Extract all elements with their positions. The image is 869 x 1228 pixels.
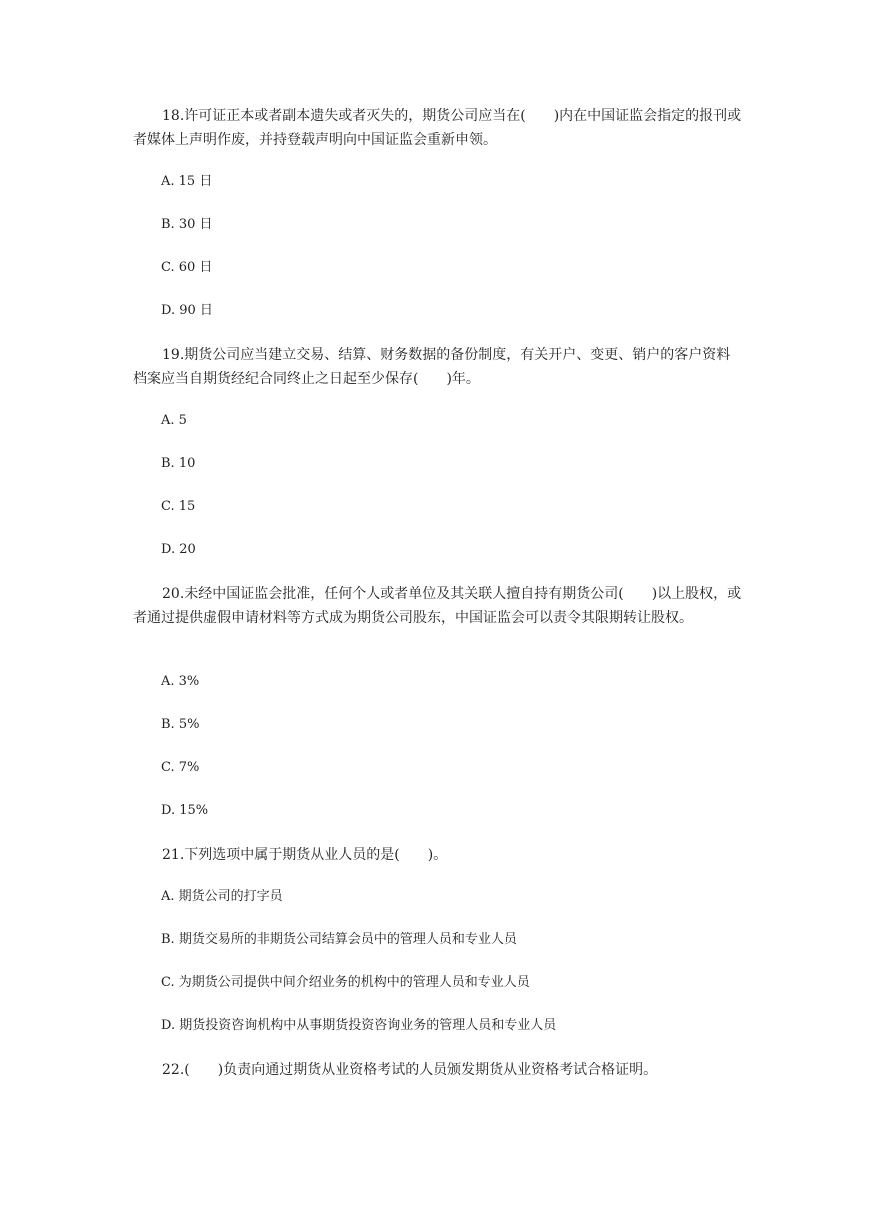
question-20-stem: 20.未经中国证监会批准，任何个人或者单位及其关联人擅自持有期货公司( )以上股权，或者通过提供虚假申请材料等方式成为期货公司股东，中国证监会可以责令其限期转让股权。 <box>133 586 742 626</box>
question-19-option-d: D. 20 <box>161 542 196 557</box>
question-19-stem: 19.期货公司应当建立交易、结算、财务数据的备份制度，有关开户、变更、销户的客户资料档案应当自期货经纪合同终止之日起至少保存( )年。 <box>133 347 731 387</box>
question-21-option-d: D. 期货投资咨询机构中从事期货投资咨询业务的管理人员和专业人员 <box>161 1018 557 1033</box>
question-18-option-a: A. 15 日 <box>161 174 213 189</box>
question-21-stem: 21.下列选项中属于期货从业人员的是( )。 <box>162 847 448 863</box>
question-21-option-b: B. 期货交易所的非期货公司结算会员中的管理人员和专业人员 <box>161 932 517 947</box>
question-18-option-c: C. 60 日 <box>161 260 213 275</box>
question-20-option-b: B. 5% <box>161 717 200 732</box>
question-21-option-a: A. 期货公司的打字员 <box>161 889 283 904</box>
question-19-option-b: B. 10 <box>161 456 196 471</box>
question-18-option-d: D. 90 日 <box>161 303 213 318</box>
question-18-stem: 18.许可证正本或者副本遗失或者灭失的，期货公司应当在( )内在中国证监会指定的报刊或者媒体上声明作废，并持登载声明向中国证监会重新申领。 <box>133 108 742 148</box>
question-20-option-d: D. 15% <box>161 803 209 818</box>
question-20-option-a: A. 3% <box>161 674 200 689</box>
question-21-option-c: C. 为期货公司提供中间介绍业务的机构中的管理人员和专业人员 <box>161 975 530 990</box>
question-18-option-b: B. 30 日 <box>161 217 213 232</box>
question-22-stem: 22.( )负责向通过期货从业资格考试的人员颁发期货从业资格考试合格证明。 <box>162 1062 658 1078</box>
question-20-option-c: C. 7% <box>161 760 200 775</box>
question-19-option-a: A. 5 <box>161 413 187 428</box>
question-19-option-c: C. 15 <box>161 499 196 514</box>
